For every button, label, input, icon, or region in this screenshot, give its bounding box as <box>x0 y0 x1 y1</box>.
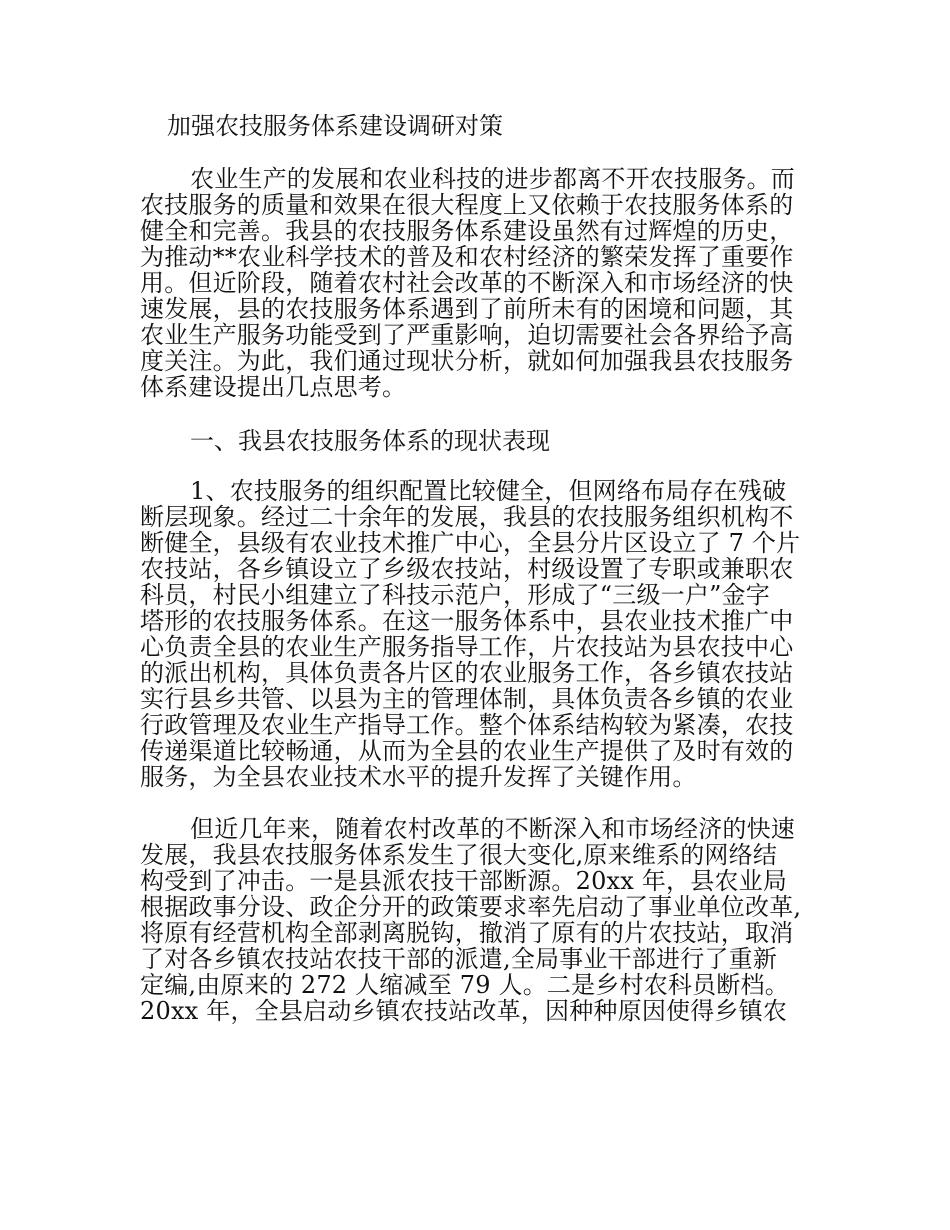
section-paragraph-1 <box>140 478 830 790</box>
text-line: 健全和完善。我县的农技服务体系建设虽然有过辉煌的历史， <box>140 217 794 245</box>
text-line: 但近几年来，随着农村改革的不断深入和市场经济的快速 <box>190 815 795 843</box>
text-line: 塔形的农技服务体系。在这一服务体系中，县农业技术推广中 <box>140 607 794 635</box>
text-line: 传递渠道比较畅通，从而为全县的农业生产提供了及时有效的 <box>140 737 794 765</box>
text-line: 用。但近阶段，随着农村社会改革的不断深入和市场经济的快 <box>140 269 794 297</box>
section-heading: 一、我县农技服务体系的现状表现 <box>190 427 550 455</box>
text-line: 农业生产的发展和农业科技的进步都离不开农技服务。而 <box>190 165 795 193</box>
text-line: 的派出机构，具体负责各片区的农业服务工作，各乡镇农技站 <box>140 659 794 687</box>
text-line: 服务，为全县农业技术水平的提升发挥了关键作用。 <box>140 763 697 791</box>
text-line: 度关注。为此，我们通过现状分析，就如何加强我县农技服务 <box>140 347 794 375</box>
text-line: 农技站，各乡镇设立了乡级农技站，村级设置了专职或兼职农 <box>140 555 794 583</box>
document-page <box>140 110 830 1050</box>
text-line: 农业生产服务功能受到了严重影响，迫切需要社会各界给予高 <box>140 321 794 349</box>
text-line: 发展，我县农技服务体系发生了很大变化,原来维系的网络结 <box>140 841 778 869</box>
text-line: 速发展，县的农技服务体系遇到了前所未有的困境和问题，其 <box>140 295 794 323</box>
text-line: 体系建设提出几点思考。 <box>140 373 407 401</box>
text-line: 科员，村民小组建立了科技示范户，形成了“三级一户”金字 <box>140 581 770 609</box>
text-line: 行政管理及农业生产指导工作。整个体系结构较为紧凑，农技 <box>140 711 794 739</box>
document-title: 加强农技服务体系建设调研对策 <box>167 112 503 140</box>
text-line: 1、农技服务的组织配置比较健全，但网络布局存在残破 <box>190 477 787 505</box>
text-line: 根据政事分设、政企分开的政策要求率先启动了事业单位改革, <box>140 893 802 921</box>
text-line: 断层现象。经过二十余年的发展，我县的农技服务组织机构不 <box>140 503 794 531</box>
text-line: 定编,由原来的 272 人缩减至 79 人。二是乡村农科员断档。 <box>140 971 789 999</box>
text-line: 断健全，县级有农业技术推广中心，全县分片区设立了 7 个片 <box>140 529 801 557</box>
section-paragraph-2 <box>140 816 830 1024</box>
text-line: 20xx 年，全县启动乡镇农技站改革，因种种原因使得乡镇农 <box>140 997 788 1025</box>
text-line: 了对各乡镇农技站农技干部的派遣,全局事业干部进行了重新 <box>140 945 778 973</box>
text-line: 实行县乡共管、以县为主的管理体制，具体负责各乡镇的农业 <box>140 685 794 713</box>
text-line: 心负责全县的农业生产服务指导工作，片农技站为县农技中心 <box>140 633 794 661</box>
text-line: 为推动**农业科学技术的普及和农村经济的繁荣发挥了重要作 <box>140 243 794 271</box>
text-line: 农技服务的质量和效果在很大程度上又依赖于农技服务体系的 <box>140 191 794 219</box>
intro-paragraph <box>140 166 830 400</box>
text-line: 将原有经营机构全部剥离脱钩，撤消了原有的片农技站，取消 <box>140 919 794 947</box>
text-line: 构受到了冲击。一是县派农技干部断源。20xx 年，县农业局 <box>140 867 788 895</box>
